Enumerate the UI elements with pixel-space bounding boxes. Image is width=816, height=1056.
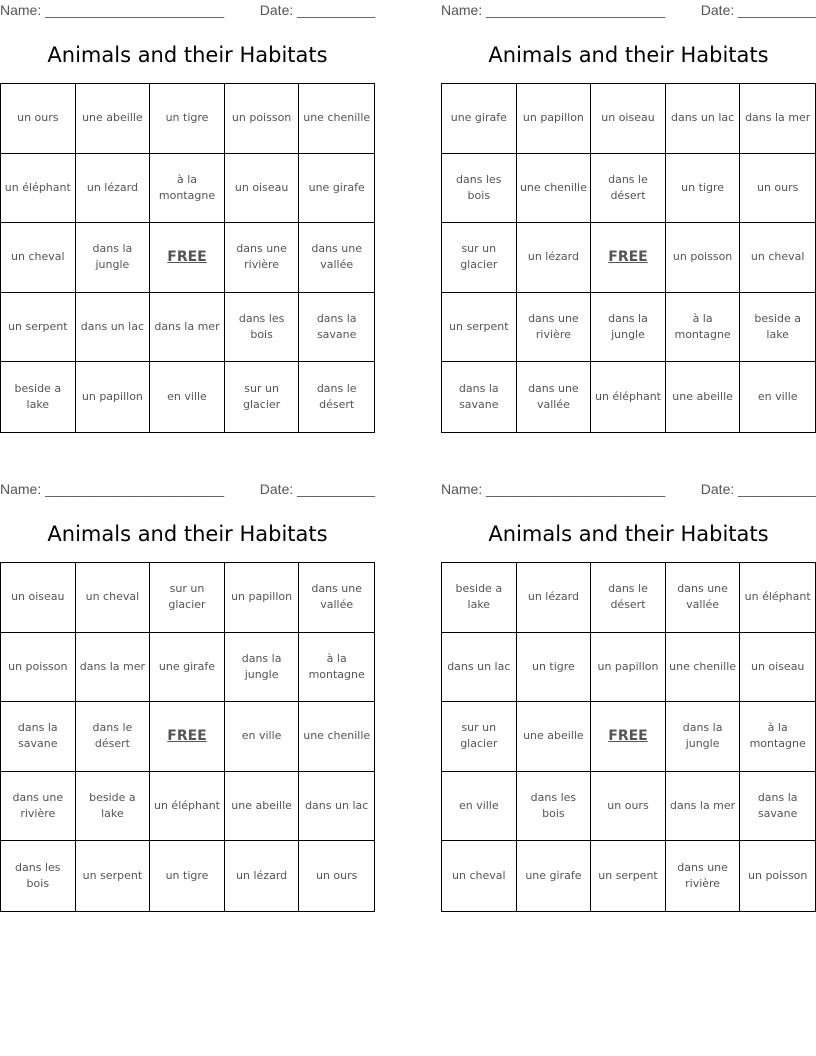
cell-label: dans le désert xyxy=(608,582,648,612)
cell-label: une chenille xyxy=(303,111,371,125)
bingo-cell xyxy=(666,84,741,154)
cell-label: un papillon xyxy=(81,390,143,404)
cell-label: un ours xyxy=(607,799,649,813)
bingo-cell xyxy=(76,223,151,293)
cell-label: en ville xyxy=(757,390,798,404)
cell-label: un éléphant xyxy=(594,390,661,404)
bingo-cell xyxy=(76,362,151,432)
date-field: Date: __________ xyxy=(700,481,816,497)
bingo-cell xyxy=(666,563,741,633)
cell-label: un lézard xyxy=(236,869,288,883)
cell-label: dans un lac xyxy=(80,320,144,334)
cell-label: dans les bois xyxy=(530,791,577,821)
bingo-cell xyxy=(299,154,374,224)
cell-label: un oiseau xyxy=(234,180,289,194)
cell-label: dans un lac xyxy=(447,659,511,673)
bingo-cell xyxy=(442,362,517,432)
bingo-cell xyxy=(666,772,741,842)
bingo-cell xyxy=(225,563,300,633)
bingo-card-2 xyxy=(441,0,816,412)
bingo-cell xyxy=(225,84,300,154)
cell-label: sur un glacier xyxy=(168,582,206,612)
bingo-cell xyxy=(442,84,517,154)
cell-label: dans les bois xyxy=(238,312,285,342)
cell-label: dans une rivière xyxy=(528,312,579,342)
bingo-cell xyxy=(76,633,151,703)
cell-label: dans la jungle xyxy=(241,651,282,681)
bingo-cell xyxy=(740,154,815,224)
bingo-cell xyxy=(1,633,76,703)
cell-label: une abeille xyxy=(231,799,292,813)
bingo-cell xyxy=(225,702,300,772)
cell-label: un poisson xyxy=(672,250,733,264)
card-header xyxy=(441,0,816,22)
bingo-cell xyxy=(591,772,666,842)
bingo-cell xyxy=(299,772,374,842)
card-header xyxy=(441,479,816,501)
bingo-cell xyxy=(76,293,151,363)
bingo-cell xyxy=(299,702,374,772)
cell-label: beside a lake xyxy=(89,791,136,821)
bingo-cell xyxy=(740,702,815,772)
cell-label: un cheval xyxy=(11,250,65,264)
cell-label: dans une rivière xyxy=(677,861,728,891)
bingo-cell xyxy=(442,841,517,911)
cell-label: un lézard xyxy=(86,180,138,194)
bingo-cell xyxy=(299,362,374,432)
bingo-cell xyxy=(666,293,741,363)
cell-label: une abeille xyxy=(523,729,584,743)
bingo-cell xyxy=(150,633,225,703)
bingo-cell xyxy=(591,841,666,911)
bingo-cell xyxy=(299,633,374,703)
date-field: Date: __________ xyxy=(700,2,816,18)
bingo-cell xyxy=(1,293,76,363)
bingo-grid xyxy=(441,562,816,912)
bingo-cell xyxy=(225,154,300,224)
bingo-cell xyxy=(225,633,300,703)
bingo-cell xyxy=(740,633,815,703)
cell-label: à la montagne xyxy=(674,312,731,342)
bingo-cell xyxy=(517,293,592,363)
bingo-cell xyxy=(517,154,592,224)
bingo-cell xyxy=(517,702,592,772)
cell-label: dans une vallée xyxy=(528,382,579,412)
cell-label: une abeille xyxy=(82,111,143,125)
bingo-cell xyxy=(299,293,374,363)
card-header xyxy=(0,0,375,22)
bingo-cell xyxy=(1,563,76,633)
name-field: Name: _______________________ xyxy=(0,2,225,18)
free-space-cell xyxy=(150,702,225,772)
cell-label: dans les bois xyxy=(456,172,502,202)
cell-label: dans la savane xyxy=(17,721,58,751)
cell-label: dans un lac xyxy=(670,111,735,125)
cell-label: un ours xyxy=(315,869,358,883)
cell-label: dans la mer xyxy=(669,799,736,813)
cell-label: dans la mer xyxy=(79,659,145,673)
bingo-cell xyxy=(299,563,374,633)
bingo-cell xyxy=(517,223,592,293)
bingo-cell xyxy=(517,772,592,842)
cell-label: un oiseau xyxy=(11,590,65,604)
cell-label: un cheval xyxy=(452,869,506,883)
bingo-cell xyxy=(740,293,815,363)
cell-label: beside a lake xyxy=(455,582,503,612)
cell-label: sur un glacier xyxy=(460,242,498,272)
bingo-cell xyxy=(666,633,741,703)
bingo-cell xyxy=(442,772,517,842)
cell-label: une chenille xyxy=(519,180,587,194)
bingo-cell xyxy=(76,84,151,154)
bingo-cell xyxy=(517,84,592,154)
bingo-cell xyxy=(225,293,300,363)
cell-label: une abeille xyxy=(672,390,733,404)
cell-label: une girafe xyxy=(525,869,582,883)
bingo-cell xyxy=(442,223,517,293)
cell-label: dans le désert xyxy=(92,721,133,751)
bingo-cell xyxy=(150,293,225,363)
bingo-card-1 xyxy=(0,0,375,412)
bingo-cell xyxy=(591,633,666,703)
cell-label: dans la jungle xyxy=(92,242,133,272)
bingo-cell xyxy=(591,563,666,633)
date-field: Date: __________ xyxy=(259,481,375,497)
cell-label: dans la savane xyxy=(757,791,798,821)
bingo-cell xyxy=(666,841,741,911)
bingo-cell xyxy=(299,223,374,293)
name-field: Name: _______________________ xyxy=(441,481,666,497)
free-space-label: FREE xyxy=(167,728,207,745)
free-space-label: FREE xyxy=(608,728,648,745)
cell-label: un tigre xyxy=(681,180,725,194)
bingo-cell xyxy=(76,154,151,224)
cell-label: dans le désert xyxy=(608,172,648,202)
bingo-card-3 xyxy=(0,479,375,891)
cell-label: dans une vallée xyxy=(311,582,362,612)
cell-label: un ours xyxy=(756,180,799,194)
bingo-cell xyxy=(591,293,666,363)
card-title: Animals and their Habitats xyxy=(488,43,769,67)
bingo-cell xyxy=(442,633,517,703)
cell-label: un éléphant xyxy=(153,799,220,813)
bingo-cell xyxy=(1,841,76,911)
cell-label: un tigre xyxy=(165,111,209,125)
bingo-cell xyxy=(442,563,517,633)
cell-label: à la montagne xyxy=(158,172,216,202)
bingo-grid xyxy=(0,562,375,912)
bingo-cell xyxy=(517,633,592,703)
bingo-cell xyxy=(225,772,300,842)
cell-label: un serpent xyxy=(449,320,509,334)
cell-label: un serpent xyxy=(82,869,143,883)
cell-label: un papillon xyxy=(597,659,659,673)
bingo-cell xyxy=(76,841,151,911)
cell-label: dans une vallée xyxy=(677,582,728,612)
cell-label: dans la jungle xyxy=(608,312,648,342)
bingo-cell xyxy=(1,702,76,772)
free-space-label: FREE xyxy=(167,249,207,266)
bingo-cell xyxy=(517,362,592,432)
cell-label: un ours xyxy=(17,111,59,125)
cell-label: dans le désert xyxy=(316,382,357,412)
cell-label: une girafe xyxy=(450,111,507,125)
bingo-cell xyxy=(150,841,225,911)
free-space-cell xyxy=(150,223,225,293)
card-title: Animals and their Habitats xyxy=(488,522,769,546)
cell-label: à la montagne xyxy=(308,651,365,681)
bingo-grid xyxy=(441,83,816,433)
free-space-cell xyxy=(591,223,666,293)
cell-label: dans les bois xyxy=(15,861,61,891)
bingo-cell xyxy=(225,841,300,911)
cell-label: dans un lac xyxy=(305,799,369,813)
card-title: Animals and their Habitats xyxy=(47,522,328,546)
cell-label: en ville xyxy=(167,390,207,404)
cell-label: à la montagne xyxy=(749,721,806,751)
bingo-cell xyxy=(666,702,741,772)
bingo-cell xyxy=(150,772,225,842)
bingo-cell xyxy=(76,702,151,772)
free-space-label: FREE xyxy=(608,249,648,266)
bingo-cell xyxy=(740,563,815,633)
cell-label: un oiseau xyxy=(601,111,655,125)
cell-label: dans la savane xyxy=(316,312,357,342)
bingo-cell xyxy=(666,223,741,293)
cell-label: une chenille xyxy=(303,729,371,743)
card-title: Animals and their Habitats xyxy=(47,43,328,67)
cell-label: un éléphant xyxy=(4,180,71,194)
cell-label: beside a lake xyxy=(754,312,801,342)
cell-label: un éléphant xyxy=(744,590,811,604)
bingo-cell xyxy=(591,362,666,432)
bingo-cell xyxy=(1,772,76,842)
cell-label: un tigre xyxy=(531,659,575,673)
cell-label: une girafe xyxy=(308,180,365,194)
bingo-cell xyxy=(1,154,76,224)
bingo-cell xyxy=(442,702,517,772)
cell-label: un serpent xyxy=(8,320,68,334)
bingo-cell xyxy=(1,223,76,293)
bingo-grid xyxy=(0,83,375,433)
bingo-cell xyxy=(150,84,225,154)
cell-label: dans la mer xyxy=(154,320,220,334)
date-field: Date: __________ xyxy=(259,2,375,18)
bingo-cell xyxy=(76,772,151,842)
bingo-cell xyxy=(591,154,666,224)
bingo-cell xyxy=(517,841,592,911)
cell-label: une girafe xyxy=(158,659,216,673)
cell-label: un poisson xyxy=(748,869,808,883)
cell-label: un oiseau xyxy=(750,659,805,673)
cell-label: un lézard xyxy=(527,250,579,264)
bingo-cell xyxy=(740,362,815,432)
bingo-cell xyxy=(740,841,815,911)
free-space-cell xyxy=(591,702,666,772)
cell-label: une chenille xyxy=(669,659,737,673)
bingo-cell xyxy=(740,772,815,842)
bingo-cell xyxy=(225,223,300,293)
cell-label: beside a lake xyxy=(14,382,62,412)
bingo-cell xyxy=(591,84,666,154)
name-field: Name: _______________________ xyxy=(441,2,666,18)
cell-label: en ville xyxy=(458,799,499,813)
cell-label: dans la mer xyxy=(745,111,811,125)
cell-label: un cheval xyxy=(750,250,805,264)
bingo-cell xyxy=(666,154,741,224)
bingo-cell xyxy=(740,84,815,154)
bingo-cell xyxy=(225,362,300,432)
cell-label: dans une vallée xyxy=(311,242,362,272)
bingo-cell xyxy=(76,563,151,633)
bingo-cell xyxy=(299,84,374,154)
cell-label: sur un glacier xyxy=(460,721,498,751)
bingo-cell xyxy=(299,841,374,911)
bingo-cell xyxy=(517,563,592,633)
bingo-cell xyxy=(666,362,741,432)
cell-label: un serpent xyxy=(598,869,658,883)
cell-label: un papillon xyxy=(522,111,584,125)
cell-label: dans une rivière xyxy=(12,791,64,821)
bingo-cell xyxy=(442,293,517,363)
card-header xyxy=(0,479,375,501)
bingo-cell xyxy=(150,563,225,633)
cell-label: dans la jungle xyxy=(682,721,723,751)
bingo-cell xyxy=(442,154,517,224)
cell-label: un papillon xyxy=(231,590,293,604)
name-field: Name: _______________________ xyxy=(0,481,225,497)
cell-label: dans la savane xyxy=(458,382,499,412)
cell-label: un tigre xyxy=(165,869,209,883)
cell-label: dans une rivière xyxy=(236,242,287,272)
cell-label: sur un glacier xyxy=(243,382,281,412)
bingo-cell xyxy=(150,362,225,432)
cell-label: un poisson xyxy=(231,111,292,125)
bingo-cell xyxy=(150,154,225,224)
cell-label: un poisson xyxy=(8,659,68,673)
bingo-cell xyxy=(740,223,815,293)
bingo-cell xyxy=(1,362,76,432)
bingo-card-4 xyxy=(441,479,816,891)
cell-label: un lézard xyxy=(527,590,579,604)
cell-label: un cheval xyxy=(85,590,140,604)
cell-label: en ville xyxy=(241,729,282,743)
bingo-cell xyxy=(1,84,76,154)
